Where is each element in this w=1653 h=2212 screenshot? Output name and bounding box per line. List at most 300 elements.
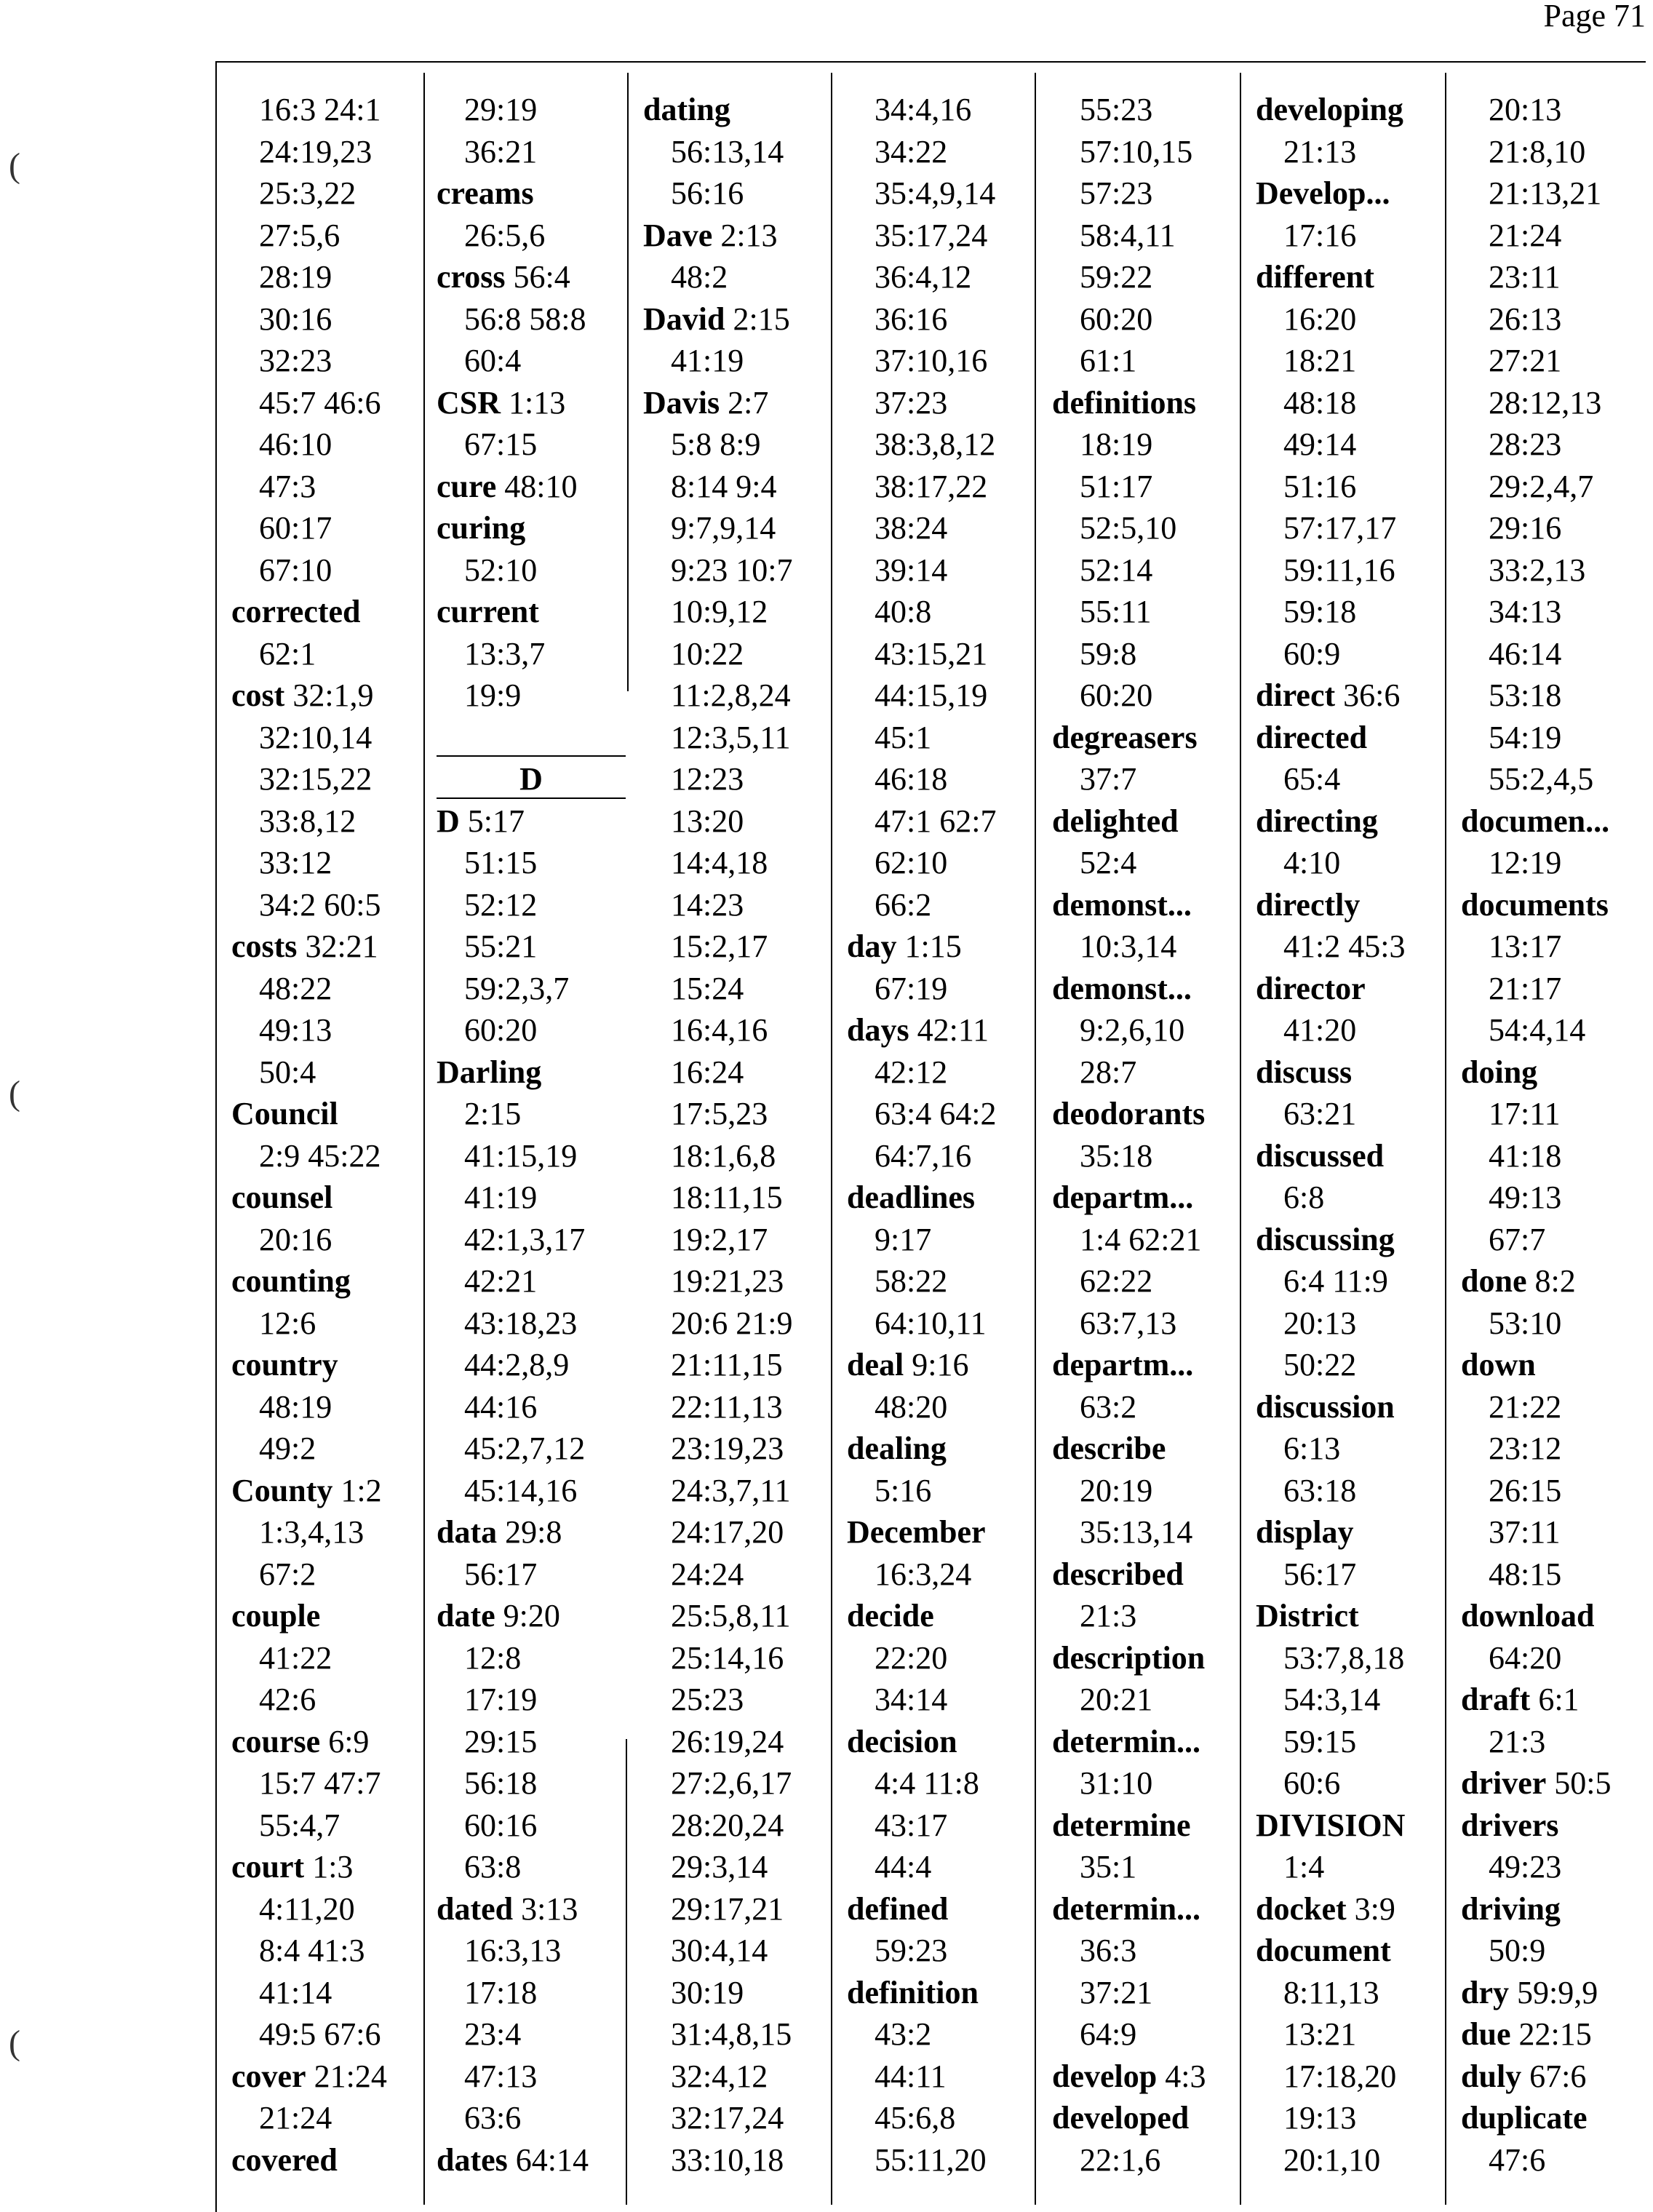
index-term: DIVISION xyxy=(1256,1807,1406,1843)
page-locator: 23:12 xyxy=(1489,1431,1562,1466)
page-locator: 45:7 46:6 xyxy=(259,384,381,421)
index-entry xyxy=(847,1888,1033,1930)
index-entry xyxy=(1052,717,1238,759)
index-term: Davis xyxy=(643,384,720,421)
index-term: display xyxy=(1256,1514,1354,1550)
index-term: Darling xyxy=(437,1054,542,1090)
page-locator: 29:15 xyxy=(464,1723,538,1759)
page-locator: 15:2,17 xyxy=(671,928,768,964)
page-locator: 19:21,23 xyxy=(671,1263,784,1299)
page-locator: 60:4 xyxy=(464,343,522,378)
page-locator: 34:4,16 xyxy=(875,92,972,127)
index-entry xyxy=(847,1972,1033,2014)
page-locator: 41:2 45:3 xyxy=(1283,928,1406,964)
page-locator: 47:1 62:7 xyxy=(875,803,997,839)
page-locator: 60:17 xyxy=(259,510,332,546)
index-term: deodorants xyxy=(1052,1096,1206,1131)
page-locator: 56:8 58:8 xyxy=(464,301,586,337)
index-column xyxy=(643,89,831,2212)
page-locator: 50:9 xyxy=(1489,1933,1546,1968)
entry-locator: 3:13 xyxy=(513,1890,578,1927)
index-term: describe xyxy=(1052,1431,1166,1466)
index-term: dates xyxy=(437,2141,508,2178)
entry-locator: 22:15 xyxy=(1510,2016,1592,2052)
page-locator: 42:6 xyxy=(259,1682,316,1717)
page-locator: 43:17 xyxy=(875,1807,948,1843)
index-term: discuss xyxy=(1256,1054,1353,1090)
page-locator: 21:3 xyxy=(1489,1723,1546,1759)
index-term: David xyxy=(643,301,725,337)
page-locator: 8:4 41:3 xyxy=(259,1933,365,1968)
page-locator: 45:2,7,12 xyxy=(464,1431,586,1466)
page-locator: 65:4 xyxy=(1283,761,1341,797)
page-locator: 36:3 xyxy=(1080,1933,1137,1968)
index-entry xyxy=(231,1846,422,1888)
index-term: departm... xyxy=(1052,1179,1194,1215)
page-locator: 43:2 xyxy=(875,2016,932,2052)
index-term: cost xyxy=(231,677,285,713)
index-term: demonst... xyxy=(1052,970,1192,1006)
index-entry xyxy=(1256,800,1443,843)
page-locator: 11:2,8,24 xyxy=(671,677,791,713)
entry-locator: 56:4 xyxy=(505,259,570,295)
page-locator: 29:2,4,7 xyxy=(1489,468,1594,504)
entry-locator: 4:3 xyxy=(1157,2058,1206,2094)
page-locator: 56:13,14 xyxy=(671,133,784,170)
index-entry xyxy=(231,2056,422,2098)
index-entry xyxy=(1052,1093,1238,1135)
page-locator: 21:17 xyxy=(1489,970,1562,1006)
index-entry xyxy=(437,466,626,508)
index-entry xyxy=(231,675,422,717)
page-locator: 63:8 xyxy=(464,1849,522,1885)
page-locator: 63:4 64:2 xyxy=(875,1096,997,1131)
column-divider xyxy=(1445,73,1446,2205)
index-term: District xyxy=(1256,1598,1359,1634)
page-locator: 13:17 xyxy=(1489,928,1562,964)
page-locator: 45:1 xyxy=(875,719,932,755)
margin-mark: ( xyxy=(9,146,20,185)
entry-locator: 29:8 xyxy=(497,1514,562,1550)
page-locator: 29:19 xyxy=(464,92,538,127)
page-locator: 35:4,9,14 xyxy=(875,175,996,211)
page-locator: 59:15 xyxy=(1283,1723,1357,1759)
page-locator: 45:6,8 xyxy=(875,2100,956,2136)
index-entry xyxy=(1461,1888,1649,1930)
entry-locator: 32:21 xyxy=(297,928,378,964)
index-term: description xyxy=(1052,1639,1206,1676)
page-locator: 55:2,4,5 xyxy=(1489,761,1594,797)
page-locator: 38:3,8,12 xyxy=(875,426,996,462)
index-entry xyxy=(1256,1386,1443,1428)
page-locator: 58:4,11 xyxy=(1080,217,1176,253)
page-locator: 13:21 xyxy=(1283,2016,1357,2052)
index-entry xyxy=(437,2139,626,2181)
column-divider xyxy=(831,73,832,2205)
page-locator: 10:3,14 xyxy=(1080,928,1177,964)
page-locator: 6:8 xyxy=(1283,1179,1325,1215)
page-locator: 32:4,12 xyxy=(671,2058,768,2094)
page-locator: 2:15 xyxy=(464,1096,522,1131)
page-locator: 54:3,14 xyxy=(1283,1682,1381,1717)
page-locator: 56:16 xyxy=(671,175,744,211)
index-term: deal xyxy=(847,1347,904,1382)
page-locator: 33:10,18 xyxy=(671,2141,784,2178)
page-locator: 26:19,24 xyxy=(671,1723,784,1759)
page-locator: 41:14 xyxy=(259,1974,332,2010)
index-column xyxy=(1052,89,1238,2212)
page-locator: 15:24 xyxy=(671,970,744,1006)
page-locator: 67:2 xyxy=(259,1556,316,1592)
index-term: documen... xyxy=(1461,803,1610,839)
index-term: down xyxy=(1461,1347,1536,1382)
page-locator: 49:23 xyxy=(1489,1849,1562,1885)
page-locator: 34:13 xyxy=(1489,594,1562,629)
page-locator: 37:11 xyxy=(1489,1514,1561,1550)
page-locator: 53:7,8,18 xyxy=(1283,1639,1405,1676)
page-locator: 22:20 xyxy=(875,1639,948,1676)
page-locator: 48:18 xyxy=(1283,384,1357,421)
index-term: doing xyxy=(1461,1054,1538,1090)
column-divider xyxy=(1240,73,1241,2205)
page-locator: 35:13,14 xyxy=(1080,1514,1193,1550)
page-locator: 33:8,12 xyxy=(259,803,357,839)
page-locator: 35:1 xyxy=(1080,1849,1137,1885)
page-locator: 49:13 xyxy=(1489,1179,1562,1215)
blank-line xyxy=(437,717,626,759)
index-term: counsel xyxy=(231,1179,333,1215)
index-term: dry xyxy=(1461,1974,1509,2010)
index-entry xyxy=(231,1093,422,1135)
page-locator: 38:24 xyxy=(875,510,948,546)
page-locator: 56:17 xyxy=(464,1556,538,1592)
page-locator: 59:22 xyxy=(1080,259,1153,295)
index-term: draft xyxy=(1461,1682,1531,1717)
page-locator: 32:17,24 xyxy=(671,2100,784,2136)
entry-locator: 1:3 xyxy=(304,1849,354,1885)
index-term: defined xyxy=(847,1890,949,1927)
index-term: direct xyxy=(1256,677,1336,713)
index-entry xyxy=(437,1595,626,1637)
page-locator: 66:2 xyxy=(875,886,932,923)
page-locator: 31:10 xyxy=(1080,1765,1153,1801)
index-term: Council xyxy=(231,1096,338,1131)
page-locator: 20:13 xyxy=(1283,1305,1357,1341)
index-term: directing xyxy=(1256,803,1378,839)
page-locator: 4:10 xyxy=(1283,845,1341,880)
page-locator: 29:3,14 xyxy=(671,1849,768,1885)
page-locator: 48:2 xyxy=(671,259,728,295)
page-locator: 19:9 xyxy=(464,677,522,713)
page-locator: 37:23 xyxy=(875,384,948,421)
page-locator: 20:13 xyxy=(1489,92,1562,127)
page-locator: 62:1 xyxy=(259,635,316,672)
index-entry xyxy=(1461,1972,1649,2014)
index-term: done xyxy=(1461,1263,1527,1299)
page-locator: 30:19 xyxy=(671,1974,744,2010)
page-locator: 46:10 xyxy=(259,426,332,462)
page-locator: 36:16 xyxy=(875,301,948,337)
index-entry xyxy=(437,256,626,298)
page-locator: 34:22 xyxy=(875,133,948,170)
index-entry xyxy=(231,1595,422,1637)
margin-mark: ( xyxy=(9,1074,20,1113)
entry-locator: 6:9 xyxy=(320,1723,370,1759)
index-entry xyxy=(847,1344,1033,1386)
index-column xyxy=(231,89,422,2212)
page-locator: 35:18 xyxy=(1080,1137,1153,1174)
index-entry xyxy=(1052,2056,1238,2098)
page-locator: 21:11,15 xyxy=(671,1347,783,1382)
page-locator: 16:4,16 xyxy=(671,1012,768,1048)
index-entry xyxy=(847,1177,1033,1219)
index-entry xyxy=(1256,884,1443,926)
entry-locator: 1:15 xyxy=(896,928,962,964)
page-locator: 24:24 xyxy=(671,1556,744,1592)
entry-locator: 36:6 xyxy=(1335,677,1401,713)
page-locator: 1:4 62:21 xyxy=(1080,1221,1202,1257)
page-locator: 41:22 xyxy=(259,1639,332,1676)
index-term: days xyxy=(847,1012,909,1048)
page-locator: 44:11 xyxy=(875,2058,947,2094)
page-locator: 12:3,5,11 xyxy=(671,719,791,755)
page-locator: 42:21 xyxy=(464,1263,538,1299)
page-locator: 9:23 10:7 xyxy=(671,552,793,588)
page-locator: 46:18 xyxy=(875,761,948,797)
page-locator: 21:22 xyxy=(1489,1388,1562,1425)
page-locator: 27:21 xyxy=(1489,343,1562,378)
page-locator: 33:12 xyxy=(259,845,332,880)
page-locator: 24:3,7,11 xyxy=(671,1472,791,1508)
index-term: determin... xyxy=(1052,1890,1201,1927)
index-term: dealing xyxy=(847,1431,947,1466)
page-locator: 60:20 xyxy=(1080,677,1153,713)
index-entry xyxy=(437,382,626,424)
page-locator: 27:5,6 xyxy=(259,217,340,253)
page-locator: 47:3 xyxy=(259,468,316,504)
page-locator: 52:5,10 xyxy=(1080,510,1177,546)
entry-locator: 21:24 xyxy=(306,2058,387,2094)
page-locator: 26:5,6 xyxy=(464,217,546,253)
page-locator: 34:14 xyxy=(875,1682,948,1717)
page-locator: 6:13 xyxy=(1283,1431,1341,1466)
index-term: date xyxy=(437,1598,495,1634)
index-term: curing xyxy=(437,510,526,546)
page-locator: 17:18 xyxy=(464,1974,538,2010)
page-locator: 48:20 xyxy=(875,1388,948,1425)
page-locator: 19:2,17 xyxy=(671,1221,768,1257)
page-locator: 37:21 xyxy=(1080,1974,1153,2010)
page-locator: 28:23 xyxy=(1489,426,1562,462)
page-locator: 52:12 xyxy=(464,886,538,923)
page-locator: 21:13 xyxy=(1283,133,1357,170)
entry-locator: 9:16 xyxy=(904,1347,969,1382)
column-divider xyxy=(627,73,629,691)
page-locator: 47:13 xyxy=(464,2058,538,2094)
index-term: D xyxy=(437,803,460,839)
entry-locator: 2:7 xyxy=(720,384,769,421)
index-entry xyxy=(1052,382,1238,424)
section-rule-top xyxy=(437,755,626,757)
index-entry xyxy=(437,591,626,633)
page-locator: 45:14,16 xyxy=(464,1472,578,1508)
index-entry xyxy=(1256,172,1443,215)
page-locator: 60:16 xyxy=(464,1807,538,1843)
index-entry xyxy=(1052,884,1238,926)
index-term: demonst... xyxy=(1052,886,1192,923)
index-term: director xyxy=(1256,970,1366,1006)
page-locator: 26:13 xyxy=(1489,301,1562,337)
index-entry xyxy=(1052,1553,1238,1596)
index-entry xyxy=(847,1428,1033,1470)
page-locator: 19:13 xyxy=(1283,2100,1357,2136)
page-locator: 5:16 xyxy=(875,1472,932,1508)
page-locator: 9:17 xyxy=(875,1221,932,1257)
index-entry xyxy=(231,2139,422,2181)
page-locator: 57:23 xyxy=(1080,175,1153,211)
page-locator: 64:7,16 xyxy=(875,1137,972,1174)
index-term: docket xyxy=(1256,1890,1347,1927)
index-term: discussed xyxy=(1256,1137,1385,1174)
page-locator: 8:14 9:4 xyxy=(671,468,777,504)
page-locator: 44:16 xyxy=(464,1388,538,1425)
index-term: data xyxy=(437,1514,498,1550)
page-locator: 59:11,16 xyxy=(1283,552,1395,588)
section-letter xyxy=(437,758,626,800)
index-entry xyxy=(1461,2013,1649,2056)
index-term: directed xyxy=(1256,719,1368,755)
page-locator: 18:19 xyxy=(1080,426,1153,462)
index-term: definition xyxy=(847,1974,979,2010)
page-locator: 10:22 xyxy=(671,635,744,672)
page-locator: 64:10,11 xyxy=(875,1305,987,1341)
index-term: dated xyxy=(437,1890,514,1927)
index-term: day xyxy=(847,928,897,964)
index-entry xyxy=(847,926,1033,968)
page-locator: 48:15 xyxy=(1489,1556,1562,1592)
page-locator: 63:7,13 xyxy=(1080,1305,1177,1341)
entry-locator: 48:10 xyxy=(496,468,578,504)
index-term: Develop... xyxy=(1256,175,1390,211)
index-term: court xyxy=(231,1849,305,1885)
page-locator: 31:4,8,15 xyxy=(671,2016,792,2052)
entry-locator: 1:2 xyxy=(332,1472,382,1508)
page-locator: 41:19 xyxy=(671,343,744,378)
index-entry xyxy=(1461,1595,1649,1637)
page-locator: 9:7,9,14 xyxy=(671,510,776,546)
page-locator: 8:11,13 xyxy=(1283,1974,1379,2010)
index-term: decide xyxy=(847,1598,934,1634)
page-locator: 23:19,23 xyxy=(671,1431,784,1466)
page-locator: 10:9,12 xyxy=(671,594,768,629)
page-locator: 23:4 xyxy=(464,2016,522,2052)
index-term: covered xyxy=(231,2141,338,2178)
index-column xyxy=(847,89,1033,2212)
entry-locator: 1:13 xyxy=(501,384,566,421)
section-letter-text: D xyxy=(519,761,543,797)
page-locator: 67:10 xyxy=(259,552,332,588)
index-term: counting xyxy=(231,1263,351,1299)
page-locator: 27:2,6,17 xyxy=(671,1765,792,1801)
index-entry xyxy=(231,1721,422,1763)
page-locator: 1:4 xyxy=(1283,1849,1325,1885)
page-locator: 30:16 xyxy=(259,301,332,337)
page-locator: 35:17,24 xyxy=(875,217,988,253)
index-entry xyxy=(847,1511,1033,1553)
page-locator: 18:21 xyxy=(1283,343,1357,378)
index-entry xyxy=(1052,800,1238,843)
page-locator: 41:18 xyxy=(1489,1137,1562,1174)
index-entry xyxy=(437,800,626,843)
margin-mark: ( xyxy=(9,2024,20,2062)
page-locator: 12:19 xyxy=(1489,845,1562,880)
page-locator: 9:2,6,10 xyxy=(1080,1012,1185,1048)
page-locator: 17:11 xyxy=(1489,1096,1561,1131)
page-locator: 52:14 xyxy=(1080,552,1153,588)
page-locator: 43:15,21 xyxy=(875,635,988,672)
index-term: discussion xyxy=(1256,1388,1395,1425)
entry-locator: 67:6 xyxy=(1521,2058,1587,2094)
page-locator: 25:5,8,11 xyxy=(671,1598,791,1634)
index-entry xyxy=(1256,968,1443,1010)
index-entry xyxy=(643,215,831,257)
page-locator: 28:19 xyxy=(259,259,332,295)
page-locator: 40:8 xyxy=(875,594,932,629)
page-locator: 14:23 xyxy=(671,886,744,923)
index-entry xyxy=(1052,1888,1238,1930)
page-locator: 41:20 xyxy=(1283,1012,1357,1048)
index-term: driving xyxy=(1461,1890,1561,1927)
index-term: cure xyxy=(437,468,497,504)
index-entry xyxy=(1052,1805,1238,1847)
index-entry xyxy=(231,591,422,633)
index-term: dating xyxy=(643,92,730,127)
page-locator: 52:4 xyxy=(1080,845,1137,880)
index-term: duplicate xyxy=(1461,2100,1588,2136)
page-locator: 17:18,20 xyxy=(1283,2058,1397,2094)
index-term: cross xyxy=(437,259,506,295)
page-locator: 55:11 xyxy=(1080,594,1152,629)
index-term: duly xyxy=(1461,2058,1522,2094)
page-locator: 49:2 xyxy=(259,1431,316,1466)
index-term: County xyxy=(231,1472,333,1508)
page-locator: 4:4 11:8 xyxy=(875,1765,979,1801)
page-locator: 4:11,20 xyxy=(259,1890,355,1927)
page-locator: 58:22 xyxy=(875,1263,948,1299)
page-locator: 62:22 xyxy=(1080,1263,1153,1299)
page-locator: 50:22 xyxy=(1283,1347,1357,1382)
index-term: delighted xyxy=(1052,803,1179,839)
column-divider xyxy=(423,73,425,2205)
index-term: creams xyxy=(437,175,534,211)
page-locator: 52:10 xyxy=(464,552,538,588)
index-term: determine xyxy=(1052,1807,1191,1843)
index-term: current xyxy=(437,594,539,629)
index-entry xyxy=(437,1511,626,1553)
entry-locator: 42:11 xyxy=(909,1012,989,1048)
page-locator: 13:20 xyxy=(671,803,744,839)
page-locator: 16:3,13 xyxy=(464,1933,562,1968)
page-locator: 57:17,17 xyxy=(1283,510,1397,546)
index-term: developed xyxy=(1052,2100,1190,2136)
index-entry xyxy=(1461,1679,1649,1721)
page-locator: 59:8 xyxy=(1080,635,1137,672)
index-entry xyxy=(231,1260,422,1302)
page-locator: 34:2 60:5 xyxy=(259,886,381,923)
index-term: Dave xyxy=(643,217,713,253)
entry-locator: 59:9,9 xyxy=(1509,1974,1598,2010)
index-entry xyxy=(437,172,626,215)
